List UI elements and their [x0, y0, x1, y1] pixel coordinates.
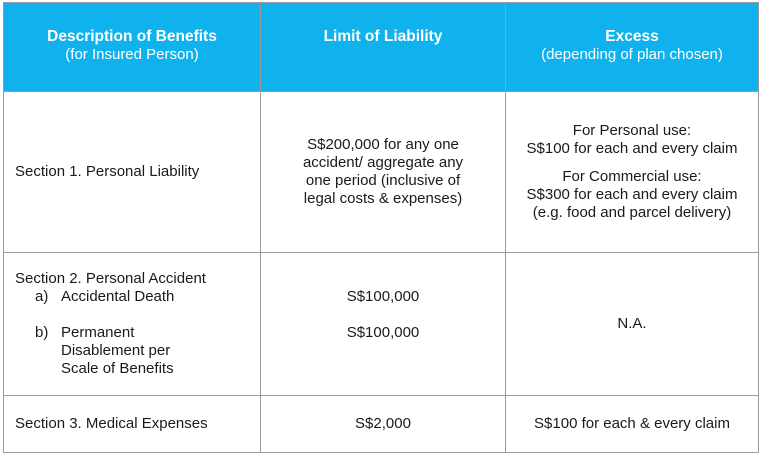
limit-line: accident/ aggregate any [302, 154, 464, 171]
benefits-table [3, 2, 759, 453]
cell-excess [506, 396, 759, 453]
list-text-line: Permanent [61, 324, 135, 341]
header-title: Limit of Liability [323, 28, 443, 45]
excess-commercial-amount: S$300 for each and every claim [526, 186, 738, 203]
cell-description [4, 253, 261, 396]
limit-line: one period (inclusive of [305, 172, 461, 189]
excess-value: N.A. [617, 315, 647, 332]
excess-commercial-heading: For Commercial use: [562, 168, 702, 185]
header-title: Description of Benefits [47, 28, 217, 45]
section-label: Section 3. Medical Expenses [15, 415, 208, 432]
header-description-of-benefits [4, 3, 261, 92]
section-label: Section 1. Personal Liability [15, 163, 200, 180]
header-title: Excess [605, 28, 659, 45]
header-subtitle: (depending of plan chosen) [541, 46, 723, 63]
list-marker: b) [35, 324, 49, 341]
header-excess [506, 3, 759, 92]
cell-limit [261, 253, 506, 396]
cell-limit [261, 396, 506, 453]
table-row-personal-accident [4, 253, 759, 396]
section-label: Section 2. Personal Accident [15, 270, 206, 287]
cell-limit [261, 92, 506, 253]
list-item-permanent-disablement [15, 324, 252, 378]
limit-value: S$2,000 [355, 415, 411, 432]
header-subtitle: (for Insured Person) [65, 46, 199, 63]
excess-personal-amount: S$100 for each and every claim [526, 140, 738, 157]
list-text-line: Accidental Death [61, 288, 175, 305]
header-limit-of-liability [261, 3, 506, 92]
limit-permanent-disablement: S$100,000 [346, 324, 420, 341]
table-header-row [4, 3, 759, 92]
excess-value: S$100 for each & every claim [534, 415, 730, 432]
limit-accidental-death: S$100,000 [346, 288, 420, 305]
excess-personal-heading: For Personal use: [572, 122, 692, 139]
list-text-line: Disablement per [61, 342, 171, 359]
table-row-personal-liability [4, 92, 759, 253]
list-marker: a) [35, 288, 49, 305]
limit-line: S$200,000 for any one [307, 136, 459, 153]
excess-commercial-note: (e.g. food and parcel delivery) [532, 204, 732, 221]
cell-excess [506, 253, 759, 396]
limit-line: legal costs & expenses) [303, 190, 463, 207]
list-item-accidental-death [15, 288, 252, 306]
cell-description [4, 92, 261, 253]
list-text-line: Scale of Benefits [61, 360, 174, 377]
cell-description [4, 396, 261, 453]
table-row-medical-expenses [4, 396, 759, 453]
cell-excess [506, 92, 759, 253]
